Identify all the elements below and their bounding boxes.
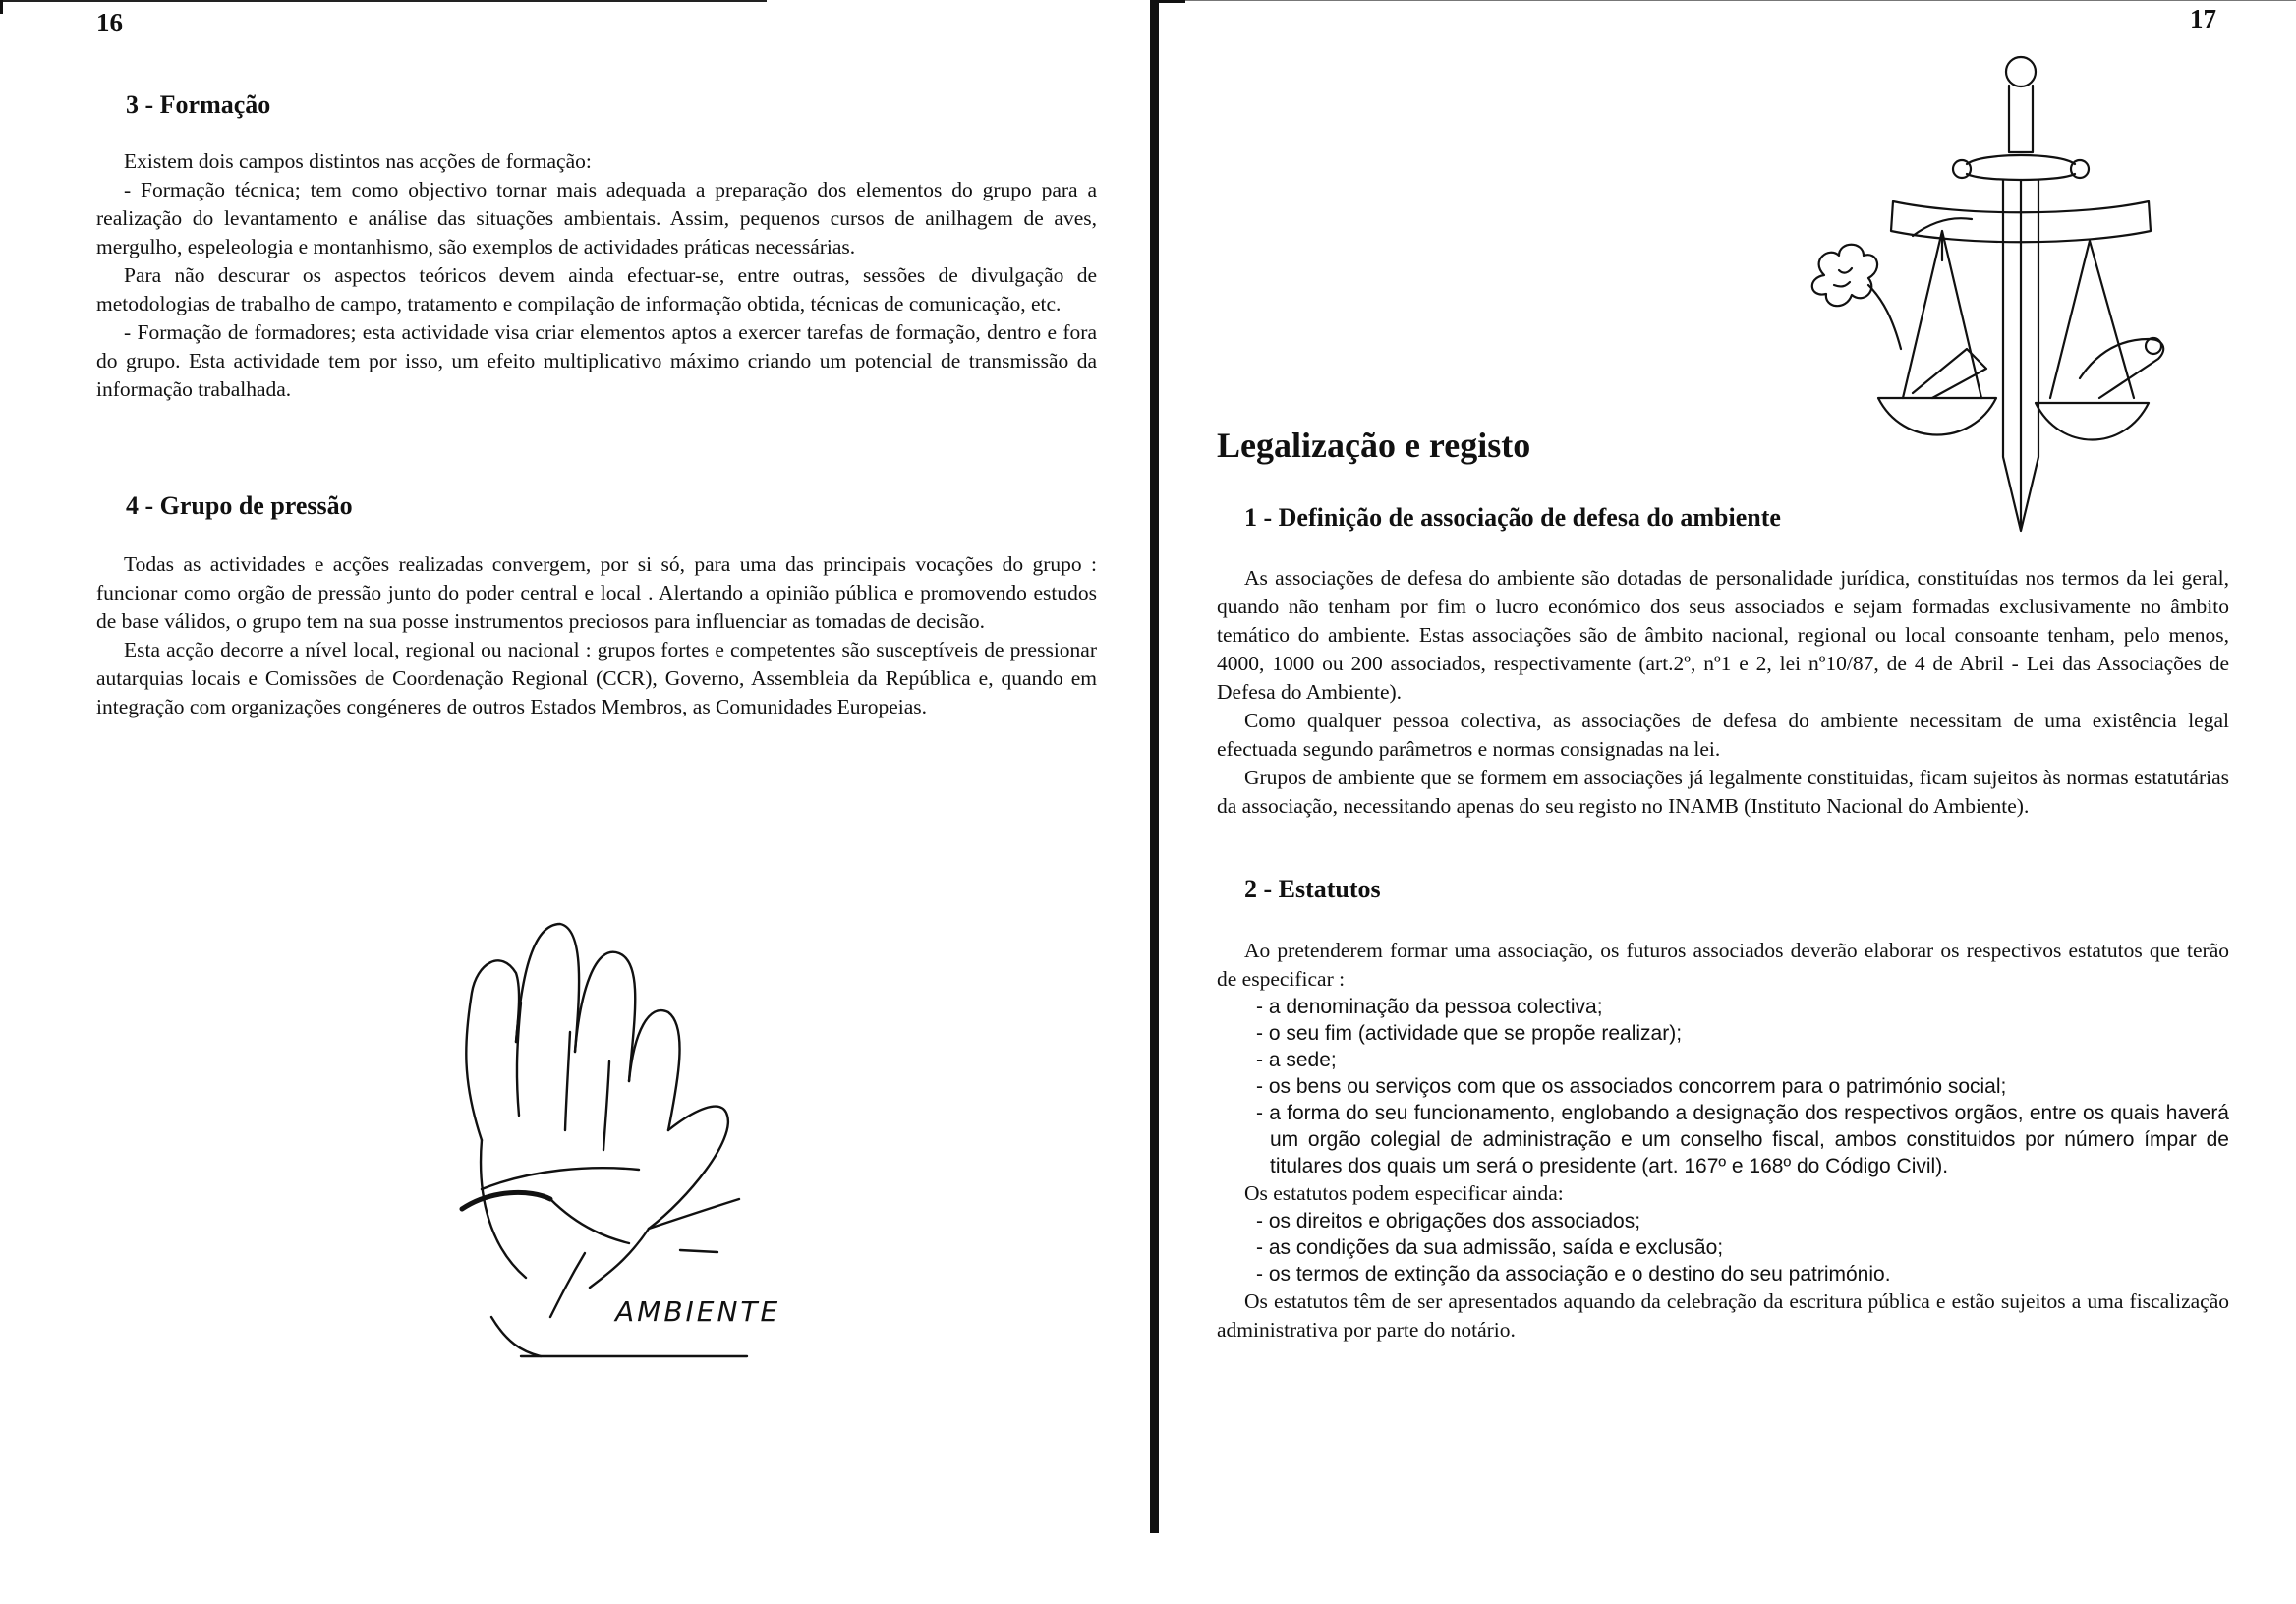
paragraph: Ao pretenderem formar uma associação, os futuros associados deverão elaborar os respectivos estatutos que terão de especificar :: [1217, 939, 2229, 991]
section-2-body: [1217, 937, 2229, 1345]
paragraph: Existem dois campos distintos nas acções de formação:: [124, 149, 592, 173]
paragraph: Esta acção decorre a nível local, regional ou nacional : grupos fortes e competentes são susceptíveis de pressionar autarquias locais e Comissões de Coordenação Regional (CCR), Governo, Assembleia da República e, quando em integração com organizações congéneres de outros Estados Membros, as Comunidades Europeias.: [96, 638, 1097, 718]
left-pan: [1878, 398, 1996, 435]
paragraph: Os estatutos têm de ser apresentados aquando da celebração da escritura pública e estão sujeitos a uma fiscalização administrativa por parte do notário.: [1217, 1289, 2229, 1342]
paragraph: Os estatutos podem especificar ainda:: [1244, 1181, 1564, 1205]
right-page: [1156, 0, 2296, 1604]
list-item: - o seu fim (actividade que se propõe realizar);: [1256, 1022, 1683, 1045]
section-1-body: [1217, 564, 2229, 821]
paragraph: As associações de defesa do ambiente são dotadas de personalidade jurídica, constituídas nos termos da lei geral, quando não tenham por fim o lucro económico dos seus associados e sejam formadas exclusivamente no âmbito temático do ambiente. Estas associações são de âmbito nacional, regional ou local consoante tenham, pelo menos, 4000, 1000 ou 200 associados, respectivamente (art.2º, nº1 e 2, lei nº10/87, de 4 de Abril - Lei das Associações de Defesa do Ambiente).: [1217, 566, 2229, 704]
paragraph: Como qualquer pessoa colectiva, as associações de defesa do ambiente necessitam de uma existência legal efectuada segundo parâmetros e normas consignadas na lei.: [1217, 709, 2229, 761]
required-items-list: [1217, 994, 2229, 1179]
flower: [1812, 245, 1877, 306]
list-item: - as condições da sua admissão, saída e exclusão;: [1256, 1236, 1724, 1259]
paragraph: Todas as actividades e acções realizadas convergem, por si só, para uma das principais vocações do grupo : funcionar como orgão de pressão junto do poder central e local . Alertando a opinião pública e promovendo estudos de base válidos, o grupo tem na sua posse instrumentos preciosos para influenciar as tomadas de decisão.: [96, 552, 1097, 633]
section-2-heading: 2 - Estatutos: [1244, 875, 1381, 903]
paragraph: - Formação técnica; tem como objectivo tornar mais adequada a preparação dos elementos do grupo para a realização do levantamento e análise das situações ambientais. Assim, pequenos cursos de anilhagem de aves, mergulho, espeleologia e montanhismo, são exemplos de actividades práticas necessárias.: [96, 178, 1097, 258]
hand-outline: [466, 960, 519, 1140]
section-3-heading: 3 - Formação: [126, 90, 271, 119]
list-item: - os bens ou serviços com que os associados concorrem para o património social;: [1256, 1075, 2007, 1098]
section-4-heading: 4 - Grupo de pressão: [126, 491, 353, 520]
list-item: - a forma do seu funcionamento, englobando a designação dos respectivos orgãos, entre os quais haverá um orgão colegial de administração e um conselho fiscal, ambos constituidos por número ímpar de titulares dos quais um será o presidente (art. 167º e 168º do Código Civil).: [1256, 1102, 2229, 1177]
illustration-caption: AMBIENTE: [615, 1295, 781, 1328]
page-title: Legalização e registo: [1217, 426, 1531, 465]
section-4-body: [96, 550, 1097, 721]
list-item: - a denominação da pessoa colectiva;: [1256, 996, 1603, 1018]
section-3-body: [96, 147, 1097, 404]
section-1-heading: 1 - Definição de associação de defesa do ambiente: [1244, 503, 1781, 532]
list-item: - os direitos e obrigações dos associados;: [1256, 1210, 1641, 1232]
right-page-number: 17: [2190, 4, 2216, 33]
sword-crossguard: [1967, 155, 2075, 180]
justice-scales-illustration: [1785, 54, 2217, 536]
list-item: - a sede;: [1256, 1049, 1337, 1071]
right-pan: [2036, 403, 2149, 440]
list-item: - os termos de extinção da associação e o destino do seu património.: [1256, 1263, 1891, 1286]
optional-items-list: [1217, 1208, 2229, 1288]
paragraph: Grupos de ambiente que se formem em associações já legalmente constituidas, ficam sujeitos às normas estatutárias da associação, necessitando apenas do seu registo no INAMB (Instituto Nacional do Ambiente).: [1217, 766, 2229, 818]
paragraph: - Formação de formadores; esta actividade visa criar elementos aptos a exercer tarefas de formação, dentro e fora do grupo. Esta actividade tem por isso, um efeito multiplicativo máximo criando um potencial de transmissão da informação trabalhada.: [96, 320, 1097, 401]
paragraph: Para não descurar os aspectos teóricos devem ainda efectuar-se, entre outras, sessões de divulgação de metodologias de trabalho de campo, tratamento e compilação de informação obtida, técnicas de comunicação, etc.: [96, 263, 1097, 315]
left-page-number: 16: [96, 8, 123, 37]
